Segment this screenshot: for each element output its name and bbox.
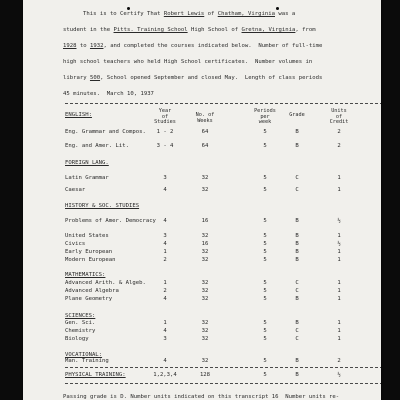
table-cell-units: 2 bbox=[337, 143, 341, 149]
table-cell-grade: C bbox=[295, 336, 299, 342]
table-cell-weeks: 32 bbox=[201, 280, 209, 286]
table-row-subject: Modern European bbox=[65, 257, 116, 263]
table-cell-grade: C bbox=[295, 288, 299, 294]
table-cell-units: 1 bbox=[337, 280, 341, 286]
table-cell-year: 1 - 2 bbox=[156, 129, 174, 135]
table-cell-periods: 5 bbox=[263, 241, 267, 247]
table-cell-periods: 5 bbox=[263, 249, 267, 255]
table-cell-periods: 5 bbox=[263, 143, 267, 149]
table-cell-weeks: 32 bbox=[201, 288, 209, 294]
table-cell-year: 1 bbox=[163, 280, 167, 286]
table-cell-weeks: 128 bbox=[199, 372, 211, 378]
section-heading: SCIENCES: bbox=[65, 313, 96, 319]
table-cell-weeks: 32 bbox=[201, 233, 209, 239]
table-row-subject: Early European bbox=[65, 249, 113, 255]
table-cell-grade: B bbox=[295, 320, 299, 326]
cert-line-4: high school teachers who held High School certificates. Number volumes in bbox=[63, 59, 313, 65]
table-cell-grade: C bbox=[295, 175, 299, 181]
table-cell-year: 4 bbox=[163, 218, 167, 224]
col-periods: Periods per week bbox=[254, 108, 276, 126]
table-cell-periods: 5 bbox=[263, 233, 267, 239]
col-units: Units of Credit bbox=[329, 108, 349, 126]
table-cell-weeks: 32 bbox=[201, 187, 209, 193]
english-heading: ENGLISH: bbox=[65, 112, 92, 118]
table-cell-weeks: 64 bbox=[201, 143, 209, 149]
section-heading: HISTORY & SOC. STUDIES bbox=[65, 203, 140, 209]
student-name: Robert Lewis bbox=[163, 11, 205, 17]
table-cell-units: ½ bbox=[337, 372, 341, 378]
divider bbox=[65, 103, 381, 104]
table-cell-grade: B bbox=[295, 249, 299, 255]
table-cell-grade: C bbox=[295, 328, 299, 334]
table-cell-grade: B bbox=[295, 218, 299, 224]
punch-hole bbox=[127, 7, 130, 10]
table-row-subject: Man. Training bbox=[65, 358, 109, 364]
table-cell-periods: 5 bbox=[263, 129, 267, 135]
table-cell-weeks: 32 bbox=[201, 249, 209, 255]
table-cell-units: 1 bbox=[337, 328, 341, 334]
col-weeks: No. of Weeks bbox=[195, 112, 215, 124]
table-row-subject: Chemistry bbox=[65, 328, 96, 334]
table-row-subject: Biology bbox=[65, 336, 89, 342]
table-cell-weeks: 32 bbox=[201, 328, 209, 334]
table-cell-year: 3 bbox=[163, 336, 167, 342]
table-row-subject: Advanced Algebra bbox=[65, 288, 119, 294]
table-row-subject: Civics bbox=[65, 241, 86, 247]
table-cell-grade: B bbox=[295, 257, 299, 263]
table-cell-periods: 5 bbox=[263, 358, 267, 364]
table-cell-periods: 5 bbox=[263, 320, 267, 326]
table-cell-year: 4 bbox=[163, 328, 167, 334]
table-row-subject: Eng. Grammar and Compos. bbox=[65, 129, 146, 135]
col-grade: Grade bbox=[289, 112, 305, 118]
table-cell-weeks: 32 bbox=[201, 336, 209, 342]
table-cell-year: 4 bbox=[163, 358, 167, 364]
divider bbox=[65, 367, 381, 368]
table-cell-year: 4 bbox=[163, 187, 167, 193]
table-cell-year: 1 bbox=[163, 249, 167, 255]
col-year: Year of Studies bbox=[154, 108, 176, 126]
table-cell-periods: 5 bbox=[263, 336, 267, 342]
table-cell-units: 1 bbox=[337, 320, 341, 326]
table-cell-units: 1 bbox=[337, 249, 341, 255]
table-cell-units: 1 bbox=[337, 175, 341, 181]
table-cell-grade: B bbox=[295, 129, 299, 135]
cert-line-5: library 500, School opened September and closed May. Length of class periods bbox=[63, 75, 323, 81]
table-cell-periods: 5 bbox=[263, 372, 267, 378]
table-cell-periods: 5 bbox=[263, 296, 267, 302]
table-cell-year: 3 bbox=[163, 233, 167, 239]
school-name: Pitts. Training School bbox=[113, 27, 188, 33]
cert-line-3: 1928 to 1932, and completed the courses indicated below. Number of full-time bbox=[63, 43, 323, 49]
table-row-subject: Eng. and Amer. Lit. bbox=[65, 143, 129, 149]
table-row-subject: Latin Grammar bbox=[65, 175, 109, 181]
table-row-subject: Problems of Amer. Democracy bbox=[65, 218, 156, 224]
table-cell-periods: 5 bbox=[263, 280, 267, 286]
table-cell-grade: B bbox=[295, 358, 299, 364]
table-cell-grade: B bbox=[295, 296, 299, 302]
section-heading: MATHEMATICS: bbox=[65, 272, 106, 278]
table-cell-periods: 5 bbox=[263, 328, 267, 334]
physical-training-label: PHYSICAL TRAINING: bbox=[65, 372, 126, 378]
table-cell-periods: 5 bbox=[263, 175, 267, 181]
divider bbox=[65, 383, 381, 384]
table-cell-units: 1 bbox=[337, 233, 341, 239]
table-cell-year: 3 bbox=[163, 175, 167, 181]
table-cell-grade: C bbox=[295, 280, 299, 286]
table-cell-units: ½ bbox=[337, 218, 341, 224]
transcript-page bbox=[23, 0, 381, 400]
table-row-subject: Caesar bbox=[65, 187, 86, 193]
table-cell-weeks: 32 bbox=[201, 257, 209, 263]
table-cell-year: 1 bbox=[163, 320, 167, 326]
table-cell-periods: 5 bbox=[263, 187, 267, 193]
table-cell-grade: B bbox=[295, 233, 299, 239]
table-cell-periods: 5 bbox=[263, 288, 267, 294]
punch-hole bbox=[276, 7, 279, 10]
table-row-subject: Gen. Sci. bbox=[65, 320, 96, 326]
table-cell-year: 1,2,3,4 bbox=[153, 372, 177, 378]
table-cell-units: 1 bbox=[337, 288, 341, 294]
table-cell-units: 1 bbox=[337, 257, 341, 263]
table-cell-weeks: 16 bbox=[201, 241, 209, 247]
table-row-subject: Plane Geometry bbox=[65, 296, 113, 302]
table-cell-year: 4 bbox=[163, 296, 167, 302]
table-cell-year: 2 bbox=[163, 288, 167, 294]
footer-note: Passing grade is D. Number units indicated on this transcript 16 Number units re- bbox=[63, 394, 340, 400]
table-cell-year: 3 - 4 bbox=[156, 143, 174, 149]
table-cell-weeks: 32 bbox=[201, 296, 209, 302]
table-cell-weeks: 32 bbox=[201, 175, 209, 181]
table-cell-grade: B bbox=[295, 143, 299, 149]
cert-line-2: student in the Pitts. Training School High School of Gretna, Virginia, from bbox=[63, 27, 316, 33]
table-cell-units: 1 bbox=[337, 336, 341, 342]
table-row-subject: United States bbox=[65, 233, 109, 239]
cert-line-6: 45 minutes. March 10, 1937 bbox=[63, 91, 154, 97]
table-cell-units: 2 bbox=[337, 358, 341, 364]
table-row-subject: Advanced Arith. & Algeb. bbox=[65, 280, 146, 286]
table-cell-grade: C bbox=[295, 187, 299, 193]
table-cell-periods: 5 bbox=[263, 257, 267, 263]
section-heading: FOREIGN LANG. bbox=[65, 160, 109, 166]
table-cell-units: 2 bbox=[337, 129, 341, 135]
table-cell-year: 2 bbox=[163, 257, 167, 263]
table-cell-periods: 5 bbox=[263, 218, 267, 224]
table-cell-grade: B bbox=[295, 241, 299, 247]
cert-line-1: This is to Certify That Robert Lewis of Chatham, Virginia was a bbox=[83, 11, 296, 17]
table-cell-units: ½ bbox=[337, 241, 341, 247]
table-cell-grade: B bbox=[295, 372, 299, 378]
table-cell-units: 1 bbox=[337, 187, 341, 193]
table-cell-year: 4 bbox=[163, 241, 167, 247]
section-heading: VOCATIONAL: bbox=[65, 352, 103, 358]
table-cell-weeks: 64 bbox=[201, 129, 209, 135]
table-cell-weeks: 32 bbox=[201, 358, 209, 364]
table-cell-units: 1 bbox=[337, 296, 341, 302]
table-cell-weeks: 16 bbox=[201, 218, 209, 224]
table-cell-weeks: 32 bbox=[201, 320, 209, 326]
